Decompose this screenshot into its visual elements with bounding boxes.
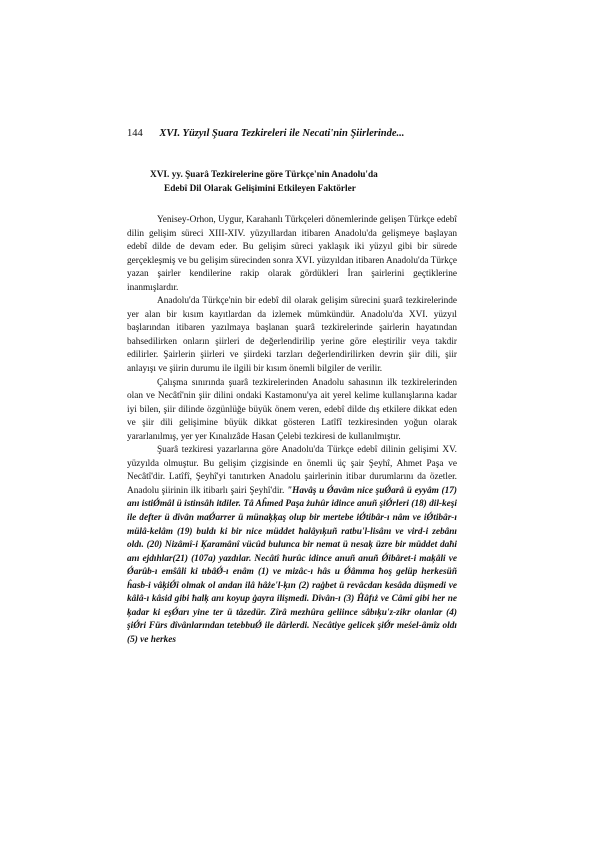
paragraph-4-intro: Şuarâ tezkiresi yazarlarına göre Anadolu'da Türkçe edebî dilinin gelişimi XV. yüzyılda olmuştur. Bu gelişim çizgisinde en önemli üç şair Şeyhî, Ahmet Paşa ve Necâtî'dir. Latîfî, Şeyhî'yi tanıtırken Anadolu şairlerinin itibar durumlarını da özetler. Anadolu şiirinin ilk itibarlı şairi Şeyhî'dir. [127,445,457,496]
section-heading-line-1: XVI. yy. Şuarâ Tezkirelerine göre Türkçe'nin Anadolu'da [150,170,378,180]
section-heading [150,168,450,196]
running-title: XVI. Yüzyıl Şuara Tezkireleri ile Necati'nin Şiirlerinde... [159,128,405,139]
paragraph-3: Çalışma sınırında şuarâ tezkirelerinden Anadolu sahasının ilk tezkirelerinden olan ve Necâtî'nin şiir dilini ondaki Kastamonu'ya ait yerel kelime kullanışlarına kadar iyi bilen, şiir dilinde özgünlüğe büyük önem veren, edebî dilde dış etkilere dikkat eden ve şiir dili gelişimine büyük dikkat gösteren Latîfî tezkiresinden yoğun olarak yararlanılmış, yer yer Kınalızâde Hasan Çelebi tezkiresi de kullanılmıştır. [127,377,457,442]
paragraph-2: Anadolu'da Türkçe'nin bir edebî dil olarak gelişim sürecini şuarâ tezkirelerinde yer alan bir kısım kayıtlardan da izlemek mümkündür. Anadolu'da XVI. yüzyıl başlarından itibaren yazılmaya başlanan şuarâ tezkirelerinde şairlerin hayatından bahsedilirken onların şiirleri de değerlendirilip yerine göre eleştirilir veya takdir edilirler. Şairlerin şiirleri ve şiirdeki tarzları değerlendirilirken devrin şiir dili, şiir anlayışı ve şiirin durumu ile ilgili bir kısım önemli bilgiler de verilir. [127,296,457,375]
paragraph-4-quote: "Havâş u Ǿavâm nice şuǾarâ ü eyyâm (17) anı istiǾmâl ü istinsâh itdiler. Tâ Aĥmed Paşa żuhûr idince anuñ şiǾrleri (18) dil-keşi ile defter ü dîvân maǾarrer ü münaķķaş olup bir mertebe iǾtibâr-ı nâm ve iǾtibâr-ı mülâ-kelâm (19) buldı ki bir nice müddet ħalâyıķuñ ratbu'l-lisânı ve vird-i zebânı oldı. (20) Nizâmî-i Ķaramânî vücûd bulunca bir nemat ü nesaķ üzre bir müddet daħi anı ejdıhlar(21) (107a) yazdılar. Necâtî ħurûc idince anuñ anuñ Ǿibâret-i maķâli ve Ǿarûb-ı emŝâli ki ŧıbâǾ-ı enâm (1) ve mizâc-ı hâs u Ǿâmma ħoş gelüp herkesüñ ĥasb-i vâķiǾî olmak ol andan ilâ hâże'l-ķın (2) raġbet ü revâcdan kesâda düşmedi ve kâlâ-ı kâsid gibi ħalķ anı koyup ġayra ilişmedi. Dîvân-ı (3) Ĥâfıż ve Câmî gibi her ne ķadar ki eşǾarı yine ter ü tâzedür. Zîrâ mezhûra geliince sâbıķu'z-zikr olanlar (4) şiǾri Fürs dîvânlarından tetebbuǾ ile dârlerdi. Necâtiye gelicek şiǾr meśel-âmîz oldı (5) ve herkes [127,485,457,645]
paragraph-4 [127,444,457,647]
section-heading-line-2: Edebî Dil Olarak Gelişimini Etkileyen Faktörler [164,184,356,194]
paragraph-1: Yenisey-Orhon, Uygur, Karahanlı Türkçeleri dönemlerinde gelişen Türkçe edebî dilin gelişim süreci XIII-XIV. yüzyıllardan itibaren Anadolu'da gelişmeye başlayan edebî dilde de devam eder. Bu gelişim süreci yaklaşık iki yüzyıl gibi bir sürede gerçekleşmiş ve bu gelişim sürecinden sonra XVI. yüzyıldan itibaren Anadolu'da Türkçe yazan şairler kendilerine rakip olarak gördükleri İran şairlerini geçtiklerine inanmışlardır. [127,215,457,293]
body-text [127,214,457,648]
running-header [127,127,457,141]
page-number: 144 [127,128,143,139]
